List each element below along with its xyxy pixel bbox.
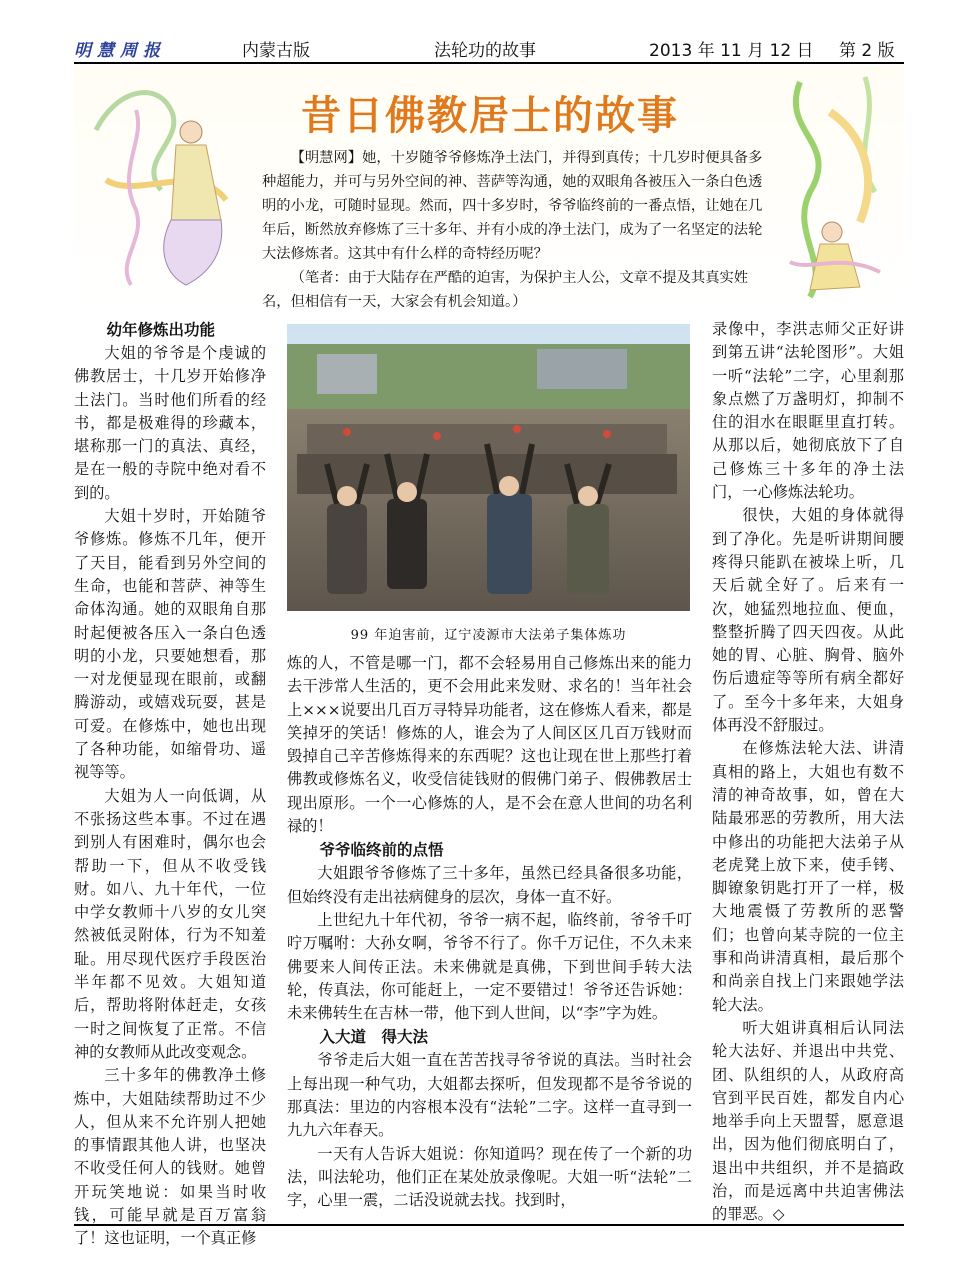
edition-label: 内蒙古版 [242,41,310,61]
article-intro [262,146,768,314]
article-title: 昔日佛教居士的故事 [301,92,679,139]
body-paragraph: 大姐的爷爷是个虔诚的佛教居士，十几岁开始修净土法门。当时他们所看的经书，都是极难得的珍藏本，堪称那一门的真法、真经，是在一般的寺院中绝对看不到的。 [74,344,266,502]
body-paragraph: 一天有人告诉大姐说：你知道吗？现在传了一个新的功法，叫法轮功，他们正在某处放录像呢。大姐一听“法轮”二字，心里一震，二话没说就去找。找到时， [287,1144,692,1210]
intro-paragraph: 【明慧网】她，十岁随爷爷修炼净土法门，并得到真传；十几岁时便具备多种超能力，并可与另外空间的神、菩萨等沟通，她的双眼角各被压入一条白色透明的小龙，可随时显现。然而，四十多岁时，爷爷临终前的一番点悟，让她在几年后，断然放弃修炼了三十多年、并有小成的净土法门，成为了一名坚定的法轮大法修炼者。这其中有什么样的奇特经历呢？ [262,150,763,262]
body-paragraph: 上世纪九十年代初，爷爷一病不起，临终前，爷爷千叮咛万嘱咐：大孙女啊，爷爷不行了。你千万记住，不久未来佛要来人间传正法。未来佛就是真佛，下到世间手转大法轮，传真法，你可能赶上，一定不要错过！爷爷还告诉她：未来佛转生在吉林一带，他下到人世间，以“李”字为姓。 [287,910,692,1023]
body-paragraph: 在修炼法轮大法、讲清真相的路上，大姐也有数不清的神奇故事，如，曾在大陆最邪恶的劳教所，用大法中修出的功能把大法弟子从老虎凳上放下来，使手铐、脚镣象钥匙打开了一样，极大地震慑了劳教所的恶警们；也曾向某寺院的一位主事和尚讲清真相，最后那个和尚亲自找上门来跟她学法轮大法。 [712,739,904,1014]
column-right [712,318,904,1227]
body-paragraph: 爷爷走后大姐一直在苦苦找寻爷爷说的真法。当时社会上每出现一种气功，大姐都去探听，但发现都不是爷爷说的那真法：里边的内容根本没有“法轮”二字。这样一直寻到一九九六年春天。 [287,1051,692,1140]
body-paragraph: 很快，大姐的身体就得到了净化。先是听讲期间腰疼得只能趴在被垛上听，几天后就全好了。后来有一次，她猛烈地拉血、便血，整整折腾了四天四夜。从此她的胃、心脏、胸骨、脑外伤后遗症等等所有病全都好了。至今十多年来，大姐身体再没不舒服过。 [712,506,904,735]
body-paragraph: 听大姐讲真相后认同法轮大法好、并退出中共党、团、队组织的人，从政府高官到平民百姓，都发自内心地举手向上天盟誓，愿意退出，因为他们彻底明白了，退出中共组织，并不是搞政治，而是远离中共迫害佛法的罪恶。◇ [712,1018,904,1224]
column-middle [287,652,692,1213]
group-exercise-photo [287,324,690,611]
body-paragraph: 大姐十岁时，开始随爷爷修炼。修炼不几年，便开了天目，能看到另外空间的生命，也能和菩萨、神等生命体沟通。她的双眼角自那时起便被各压入一条白色透明的小龙，只要她想看，那一对龙便显现在眼前，或翻腾游动，或嬉戏玩耍，甚是可爱。在修炼中，她也出现了各种功能，如缩骨功、遥视等等。 [74,507,266,782]
section-heading-grandfather: 爷爷临终前的点悟 [319,841,444,860]
page-header [74,36,904,62]
header-rule [74,62,904,64]
column-left [74,318,266,1251]
photo-caption: 99 年迫害前，辽宁凌源市大法弟子集体炼功 [350,628,627,643]
body-paragraph: 大姐为人一向低调，从不张扬这些本事。不过在遇到别人有困难时，偶尔也会帮助一下，但从不收受钱财。如八、九十年代，一位中学女教师十八岁的女儿突然被低灵附体，行为不知羞耻。用尽现代医疗手段医治半年都不见效。大姐知道后，帮助将附体赶走，女孩一时之间恢复了正常。不信神的女教师从此改变观念。 [74,786,266,1061]
section-heading-childhood: 幼年修炼出功能 [106,321,216,339]
body-paragraph: 大姐跟爷爷修炼了三十多年，虽然已经具备很多功能，但始终没有走出祛病健身的层次，身体一直不好。 [287,864,692,906]
page-number: 第 2 版 [839,41,895,61]
footer-rule [74,1224,904,1226]
section-heading-great-way: 入大道 得大法 [319,1028,429,1047]
body-paragraph: 三十多年的佛教净土修炼中，大姐陆续帮助过不少人，但从来不允许别人把她的事情跟其他人讲，也坚决不收受任何人的钱财。她曾开玩笑地说：如果当时收钱，可能早就是百万富翁了！这也证明，一个真正修 [74,1066,266,1248]
body-paragraph: 炼的人，不管是哪一门，都不会轻易用自己修炼出来的能力去干涉常人生活的，更不会用此来发财、求名的！当年社会上×××说要出几百万寻特异功能者，这在修炼人看来，都是笑掉牙的笑话！修炼的人，谁会为了人间区区几百万钱财而毁掉自己辛苦修炼得来的东西呢？这也让现在世上那些打着佛教或修炼名义，收受信徒钱财的假佛门弟子、假佛教居士现出原形。一个一心修炼的人，是不会在意人世间的功名利禄的！ [287,654,692,836]
masthead: 明慧周报 [74,41,166,61]
apsara-right-illustration [770,72,902,302]
section-label: 法轮功的故事 [434,41,536,61]
issue-date: 2013 年 11 月 12 日 [649,41,814,61]
body-paragraph: 录像中，李洪志师父正好讲到第五讲“法轮图形”。大姐一听“法轮”二字，心里刹那象点燃了万盏明灯，抑制不住的泪水在眼眶里直打转。从那以后，她彻底放下了自己修炼三十多年的净土法门，一心修炼法轮功。 [712,320,904,502]
author-note: （笔者：由于大陆存在严酷的迫害，为保护主人公，文章不提及其真实姓名，但相信有一天，大家会有机会知道。） [262,270,749,310]
apsara-left-illustration [76,70,246,295]
